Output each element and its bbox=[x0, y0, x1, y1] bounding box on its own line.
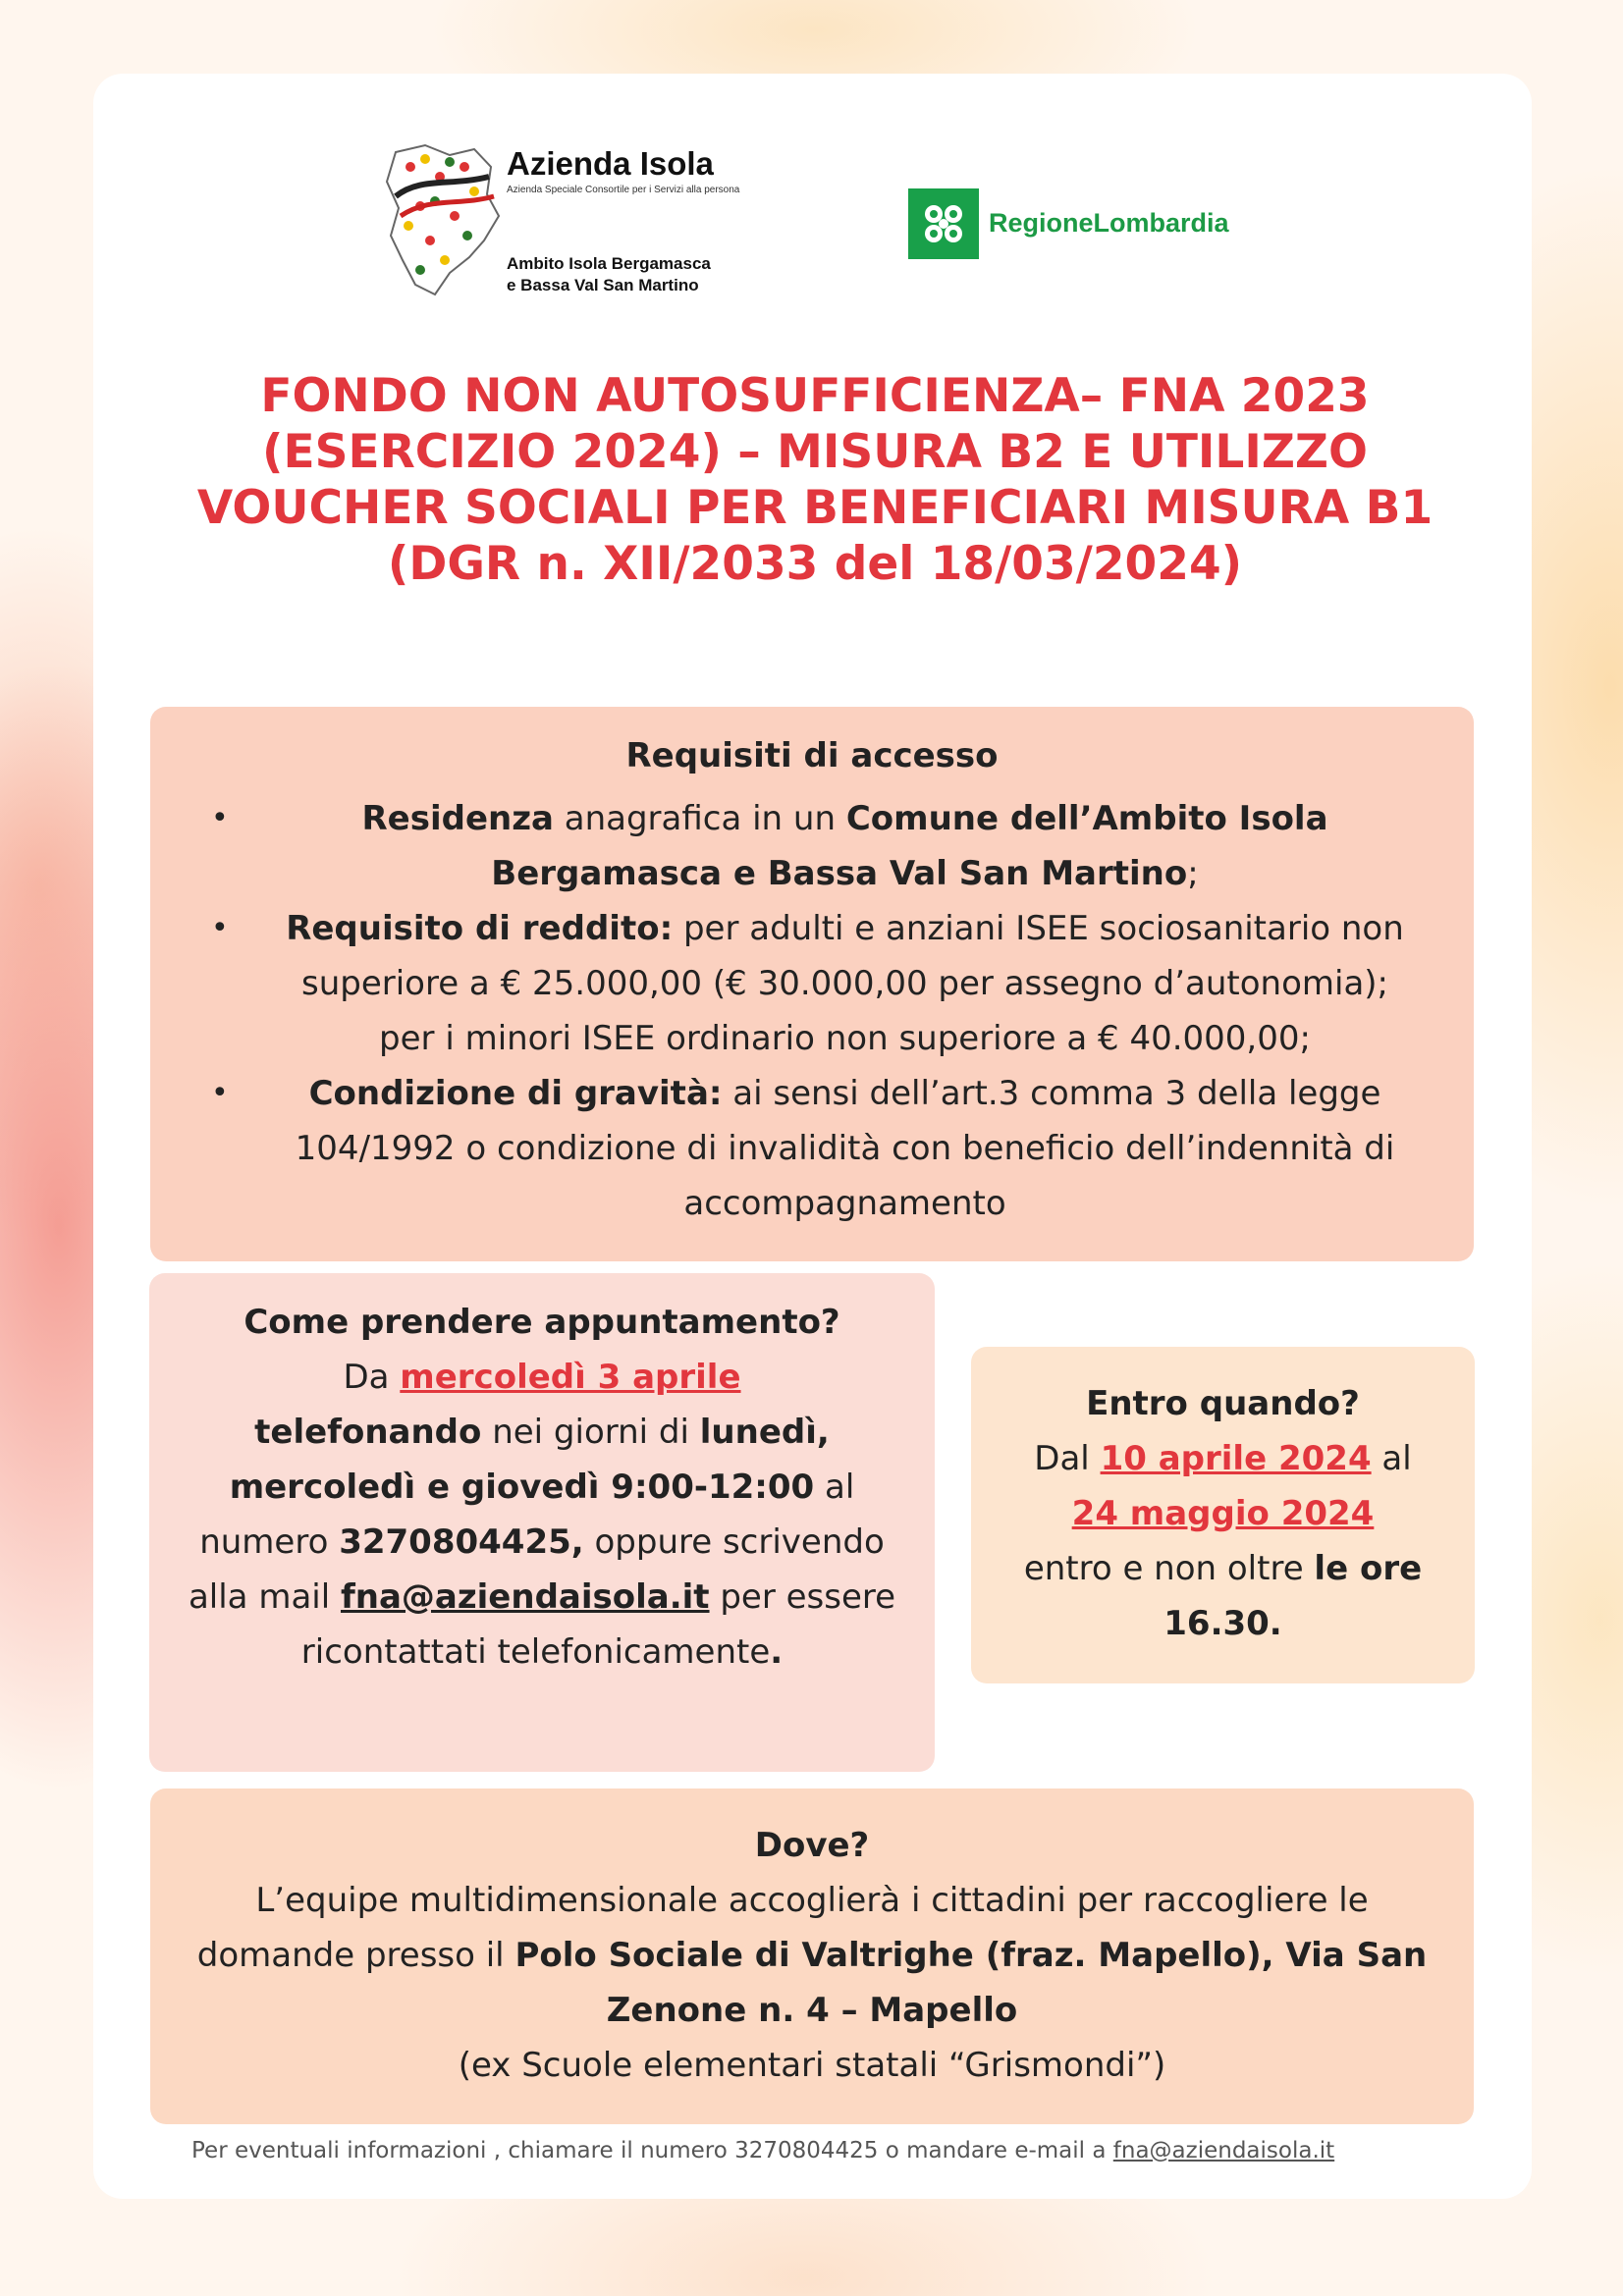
title-line-4: (DGR n. XII/2033 del 18/03/2024) bbox=[387, 537, 1243, 591]
app-telefonando: telefonando bbox=[254, 1413, 482, 1452]
list-item bbox=[189, 1066, 1417, 1231]
app-da: Da bbox=[343, 1358, 401, 1397]
app-al-numero: al numero bbox=[199, 1468, 855, 1562]
entro-dal: Dal bbox=[1034, 1439, 1101, 1478]
azienda-subtitle: Azienda Speciale Consortile per i Servizi alla persona bbox=[507, 185, 740, 195]
req-comune-bold: Comune dell’Ambito Isola Bergamasca e Bassa Val San Martino bbox=[491, 799, 1328, 893]
app-mail-link[interactable]: fna@aziendaisola.it bbox=[340, 1577, 710, 1617]
req-residenza-text: anagrafica in un bbox=[553, 799, 846, 838]
requisiti-list bbox=[189, 791, 1417, 1231]
entro-content bbox=[991, 1376, 1455, 1651]
title-line-3: VOUCHER SOCIALI PER BENEFICIARI MISURA B1 bbox=[196, 481, 1434, 535]
dove-address: Polo Sociale di Valtrighe (fraz. Mapello), Via San Zenone n. 4 – Mapello bbox=[514, 1936, 1428, 2030]
req-reddito-bold: Requisito di reddito: bbox=[286, 909, 674, 948]
dove-box bbox=[150, 1789, 1474, 2124]
azienda-title: Azienda Isola bbox=[507, 145, 714, 182]
req-gravita-text: ai sensi dell’art.3 comma 3 della legge 104/1992 o condizione di invalidità con beneficio dell’indennità di accompagnamento bbox=[295, 1074, 1395, 1223]
regione-lombardia-logo bbox=[908, 187, 1229, 260]
dove-content bbox=[189, 1818, 1434, 2093]
app-giorni-text: nei giorni di bbox=[481, 1413, 700, 1452]
appuntamento-box bbox=[149, 1273, 935, 1772]
dove-note: (ex Scuole elementari statali “Grismondi”) bbox=[458, 2046, 1166, 2085]
req-reddito-text: per adulti e anziani ISEE sociosanitario non superiore a € 25.000,00 (€ 30.000,00 per assegno d’autonomia); per i minori ISEE ordinario non superiore a € 40.000,00; bbox=[300, 909, 1404, 1058]
bullet-icon: • bbox=[211, 911, 229, 945]
appuntamento-heading: Come prendere appuntamento? bbox=[243, 1303, 840, 1342]
bullet-icon: • bbox=[211, 1076, 229, 1110]
entro-ore: le ore 16.30. bbox=[1163, 1549, 1423, 1643]
entro-end-date: 24 maggio 2024 bbox=[1071, 1494, 1375, 1533]
page-title bbox=[137, 368, 1492, 592]
list-item bbox=[189, 791, 1417, 901]
azienda-map-icon bbox=[381, 137, 504, 304]
footer-text: Per eventuali informazioni , chiamare il numero 3270804425 o mandare e-mail a bbox=[191, 2138, 1113, 2163]
appuntamento-content bbox=[179, 1295, 905, 1680]
entro-oltre: entro e non oltre bbox=[1023, 1549, 1315, 1588]
app-end: per essere ricontattati telefonicamente bbox=[300, 1577, 896, 1672]
entro-al: al bbox=[1371, 1439, 1412, 1478]
list-item bbox=[189, 901, 1417, 1066]
dove-body bbox=[189, 1873, 1434, 2038]
app-phone[interactable]: 3270804425, bbox=[339, 1522, 584, 1562]
req-gravita-bold: Condizione di gravità: bbox=[308, 1074, 723, 1113]
app-oppure: oppure scrivendo alla mail bbox=[188, 1522, 885, 1617]
requisiti-box bbox=[150, 707, 1474, 1261]
app-dot: . bbox=[770, 1632, 784, 1672]
appuntamento-body bbox=[179, 1350, 905, 1680]
app-giorni: lunedì, mercoledì e giovedì 9:00-12:00 bbox=[229, 1413, 830, 1507]
regione-name: RegioneLombardia bbox=[989, 208, 1229, 238]
title-line-1: FONDO NON AUTOSUFFICIENZA– FNA 2023 bbox=[260, 369, 1370, 423]
dove-heading: Dove? bbox=[754, 1826, 870, 1865]
entro-heading: Entro quando? bbox=[1086, 1384, 1360, 1423]
title-line-2: (ESERCIZIO 2024) – MISURA B2 E UTILIZZO bbox=[262, 425, 1368, 479]
dove-text: L’equipe multidimensionale accoglierà i cittadini per raccogliere le domande presso il bbox=[196, 1881, 1369, 1975]
entro-body bbox=[991, 1431, 1455, 1651]
bullet-icon: • bbox=[211, 801, 229, 835]
footer-mail-link[interactable]: fna@aziendaisola.it bbox=[1112, 2138, 1335, 2163]
regione-rose-icon bbox=[908, 188, 979, 259]
azienda-ambito bbox=[507, 253, 711, 296]
footer-info bbox=[191, 2138, 1468, 2163]
entro-start-date: 10 aprile 2024 bbox=[1100, 1439, 1372, 1478]
ambito-line2: e Bassa Val San Martino bbox=[507, 276, 699, 294]
ambito-line1: Ambito Isola Bergamasca bbox=[507, 254, 711, 273]
req-residenza-end: ; bbox=[1187, 854, 1199, 893]
app-start-date: mercoledì 3 aprile bbox=[400, 1358, 741, 1397]
requisiti-heading: Requisiti di accesso bbox=[625, 736, 999, 775]
entro-box bbox=[971, 1347, 1475, 1683]
azienda-isola-logo bbox=[381, 137, 744, 304]
req-residenza-bold: Residenza bbox=[361, 799, 554, 838]
